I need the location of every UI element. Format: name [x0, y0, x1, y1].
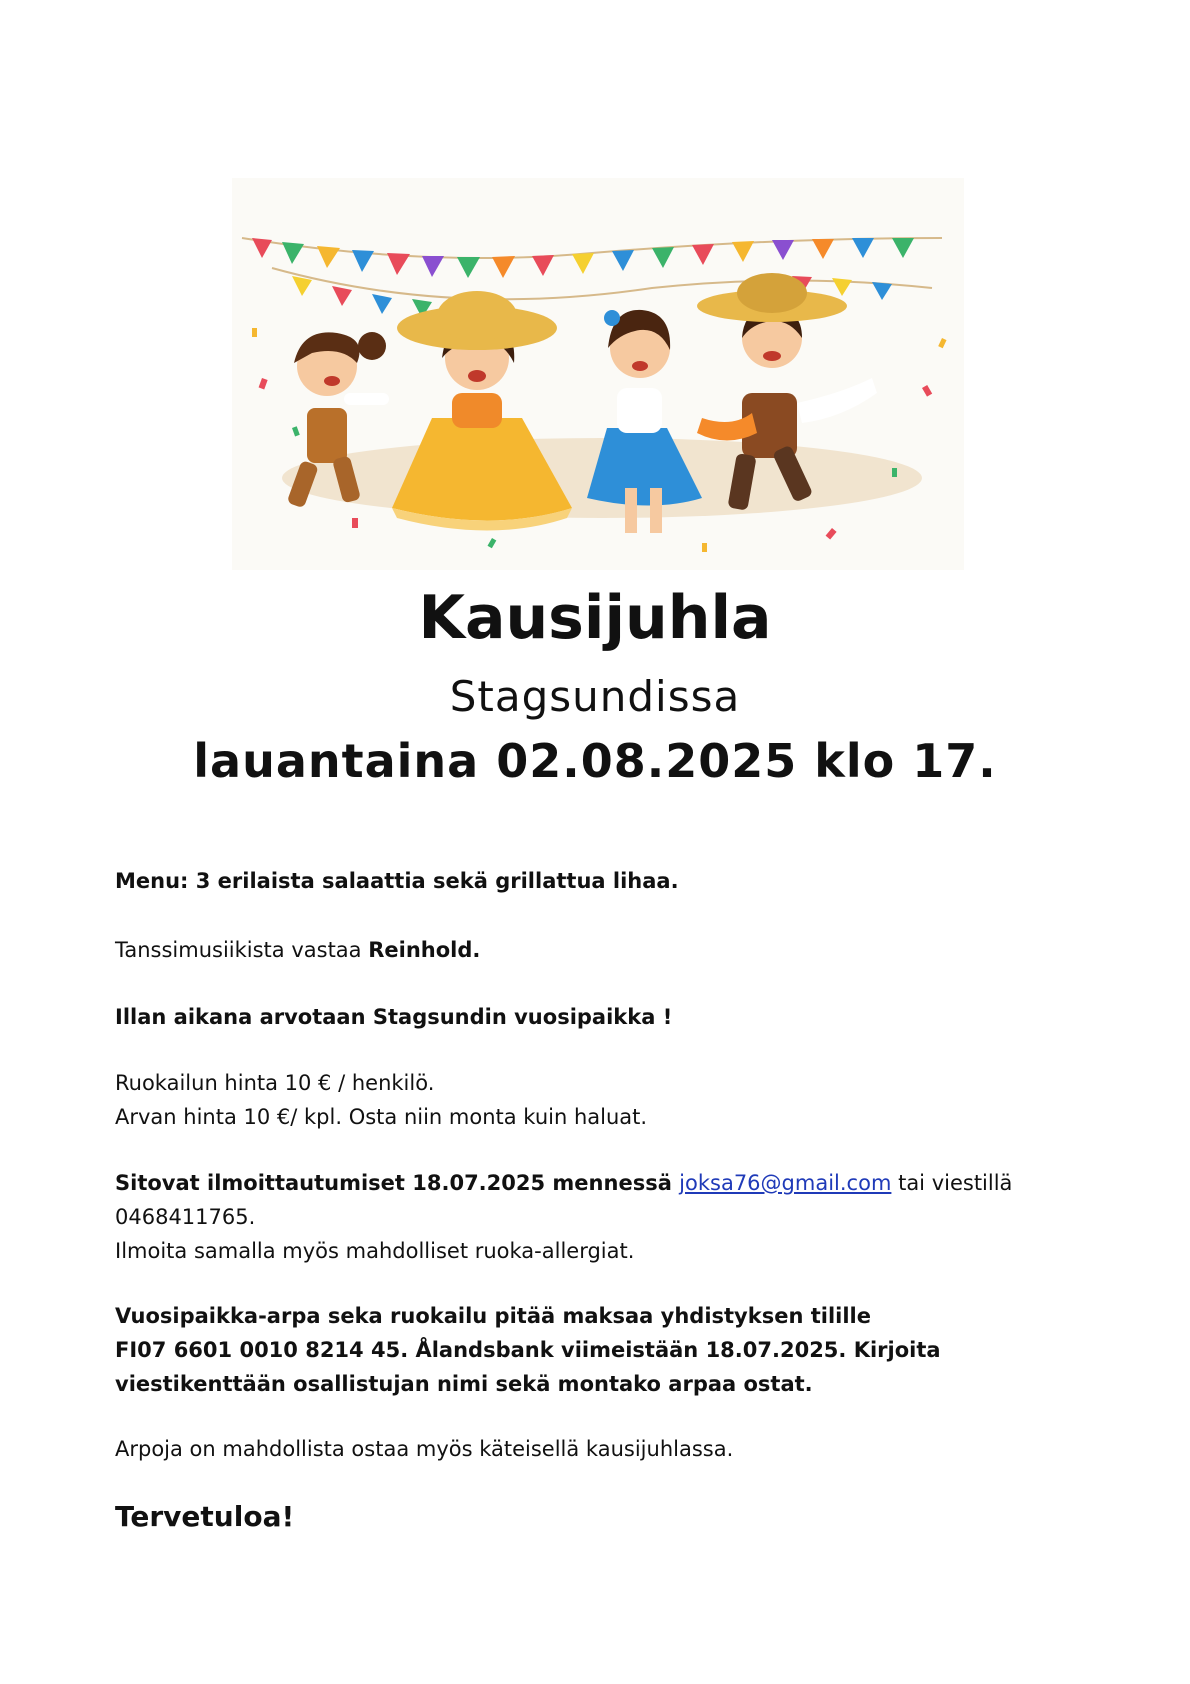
allergy-note: Ilmoita samalla myös mahdolliset ruoka-allergiat. [115, 1239, 635, 1263]
music-line [115, 933, 1075, 967]
menu-line: Menu: 3 erilaista salaattia sekä grillattua lihaa. [115, 869, 679, 893]
registration-block [115, 1166, 1075, 1268]
phone-number: 0468411765. [115, 1205, 256, 1229]
registration-alt: tai viestillä [891, 1171, 1013, 1195]
event-title: Kausijuhla [418, 583, 772, 653]
payment-block [115, 1299, 1075, 1401]
welcome-text: Tervetuloa! [115, 1500, 295, 1533]
registration-line [115, 1166, 1075, 1200]
event-location: Stagsundissa [449, 672, 741, 721]
music-prefix: Tanssimusiikista vastaa [115, 938, 369, 962]
dancing-children-illustration [232, 178, 964, 570]
price-block [115, 1066, 1075, 1134]
ticket-price: Arvan hinta 10 €/ kpl. Osta niin monta kuin haluat. [115, 1105, 648, 1129]
event-date-time: lauantaina 02.08.2025 klo 17. [193, 734, 997, 788]
payment-line-3: viestikenttään osallistujan nimi sekä montako arpaa ostat. [115, 1372, 813, 1396]
raffle-line: Illan aikana arvotaan Stagsundin vuosipaikka ! [115, 1005, 673, 1029]
food-price: Ruokailun hinta 10 € / henkilö. [115, 1071, 435, 1095]
email-link[interactable]: joksa76@gmail.com [679, 1171, 892, 1195]
payment-line-2: FI07 6601 0010 8214 45. Ålandsbank viimeistään 18.07.2025. Kirjoita [115, 1338, 941, 1362]
registration-deadline: Sitovat ilmoittautumiset 18.07.2025 mennessä [115, 1171, 680, 1195]
music-performer: Reinhold. [368, 938, 481, 962]
cash-note: Arpoja on mahdollista ostaa myös käteisellä kausijuhlassa. [115, 1437, 734, 1461]
payment-line-1: Vuosipaikka-arpa seka ruokailu pitää maksaa yhdistyksen tilille [115, 1304, 871, 1328]
